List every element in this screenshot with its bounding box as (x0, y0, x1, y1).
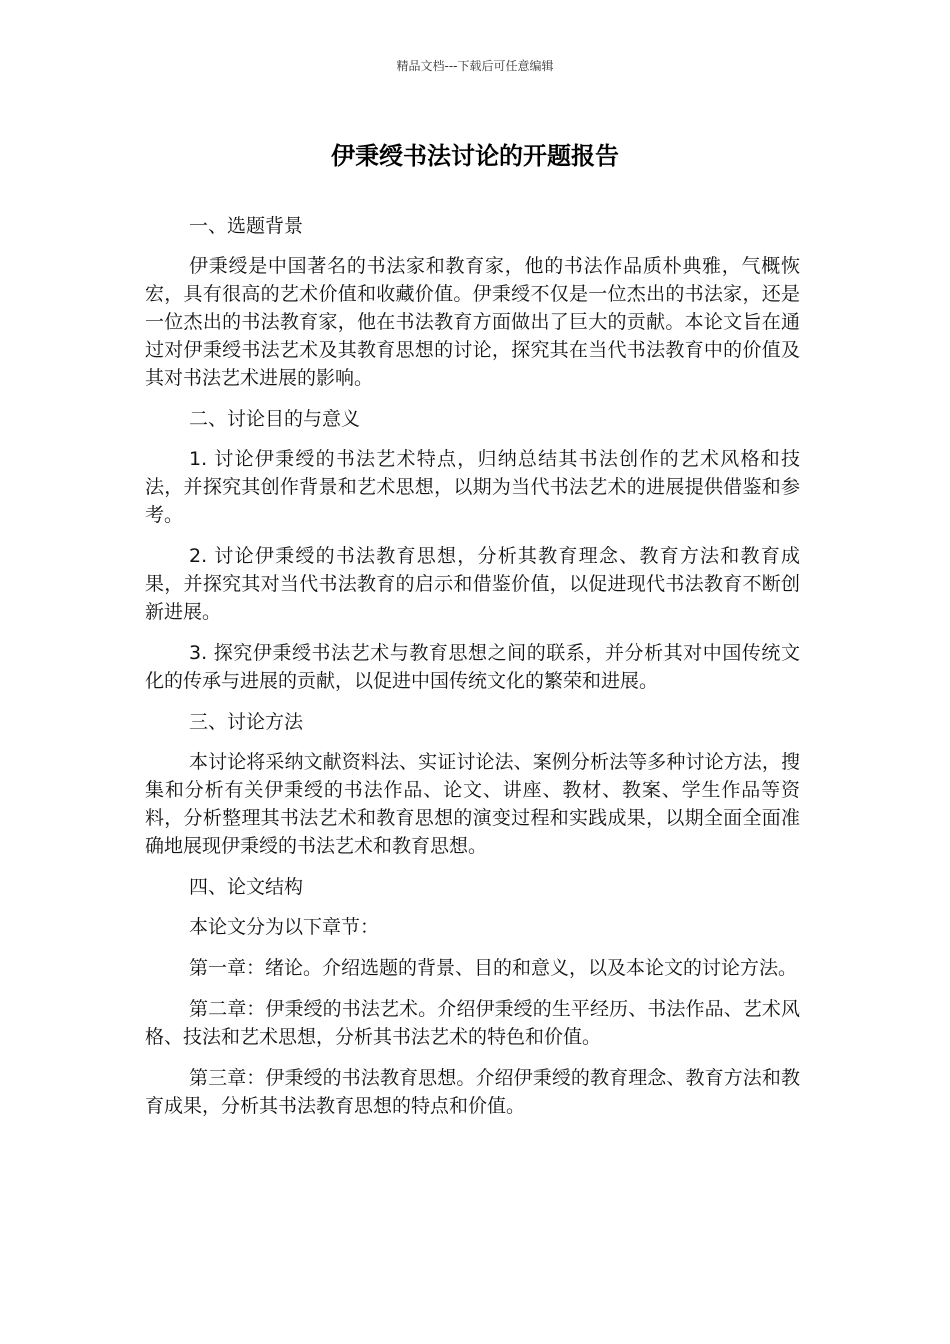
list-item-purpose-1: 1. 讨论伊秉绶的书法艺术特点，归纳总结其书法创作的艺术风格和技法，并探究其创作背景和艺术思想，以期为当代书法艺术的进展提供借鉴和参考。 (145, 448, 800, 526)
section-heading-purpose: 二、讨论目的与意义 (189, 408, 361, 430)
paragraph-background: 伊秉绶是中国著名的书法家和教育家，他的书法作品质朴典雅，气概恢宏，具有很高的艺术价值和收藏价值。伊秉绶不仅是一位杰出的书法家，还是一位杰出的书法教育家，他在书法教育方面做出了巨大的贡献。本论文旨在通过对伊秉绶书法艺术及其教育思想的讨论，探究其在当代书法教育中的价值及其对书法艺术进展的影响。 (145, 255, 800, 389)
chapter-3: 第三章：伊秉绶的书法教育思想。介绍伊秉绶的教育理念、教育方法和教育成果，分析其书法教育思想的特点和价值。 (145, 1067, 800, 1117)
section-heading-background: 一、选题背景 (189, 215, 304, 237)
header-note: 精品文档---下载后可任意编辑 (396, 59, 554, 73)
paragraph-methods: 本讨论将采纳文献资料法、实证讨论法、案例分析法等多种讨论方法，搜集和分析有关伊秉绶的书法作品、论文、讲座、教材、教案、学生作品等资料，分析整理其书法艺术和教育思想的演变过程和实践成果，以期全面全面准确地展现伊秉绶的书法艺术和教育思想。 (145, 751, 800, 857)
section-heading-structure: 四、论文结构 (189, 876, 304, 898)
paragraph-structure-intro: 本论文分为以下章节： (189, 916, 380, 938)
section-heading-methods: 三、讨论方法 (189, 711, 304, 733)
chapter-2: 第二章：伊秉绶的书法艺术。介绍伊秉绶的生平经历、书法作品、艺术风格、技法和艺术思想，分析其书法艺术的特色和价值。 (145, 998, 800, 1048)
list-item-purpose-2: 2. 讨论伊秉绶的书法教育思想，分析其教育理念、教育方法和教育成果，并探究其对当代书法教育的启示和借鉴价值，以促进现代书法教育不断创新进展。 (145, 545, 800, 623)
document-title: 伊秉绶书法讨论的开题报告 (331, 142, 619, 170)
list-item-purpose-3: 3. 探究伊秉绶书法艺术与教育思想之间的联系，并分析其对中国传统文化的传承与进展的贡献，以促进中国传统文化的繁荣和进展。 (145, 642, 800, 692)
document-body (145, 212, 800, 1133)
chapter-1: 第一章：绪论。介绍选题的背景、目的和意义，以及本论文的讨论方法。 (189, 957, 798, 979)
